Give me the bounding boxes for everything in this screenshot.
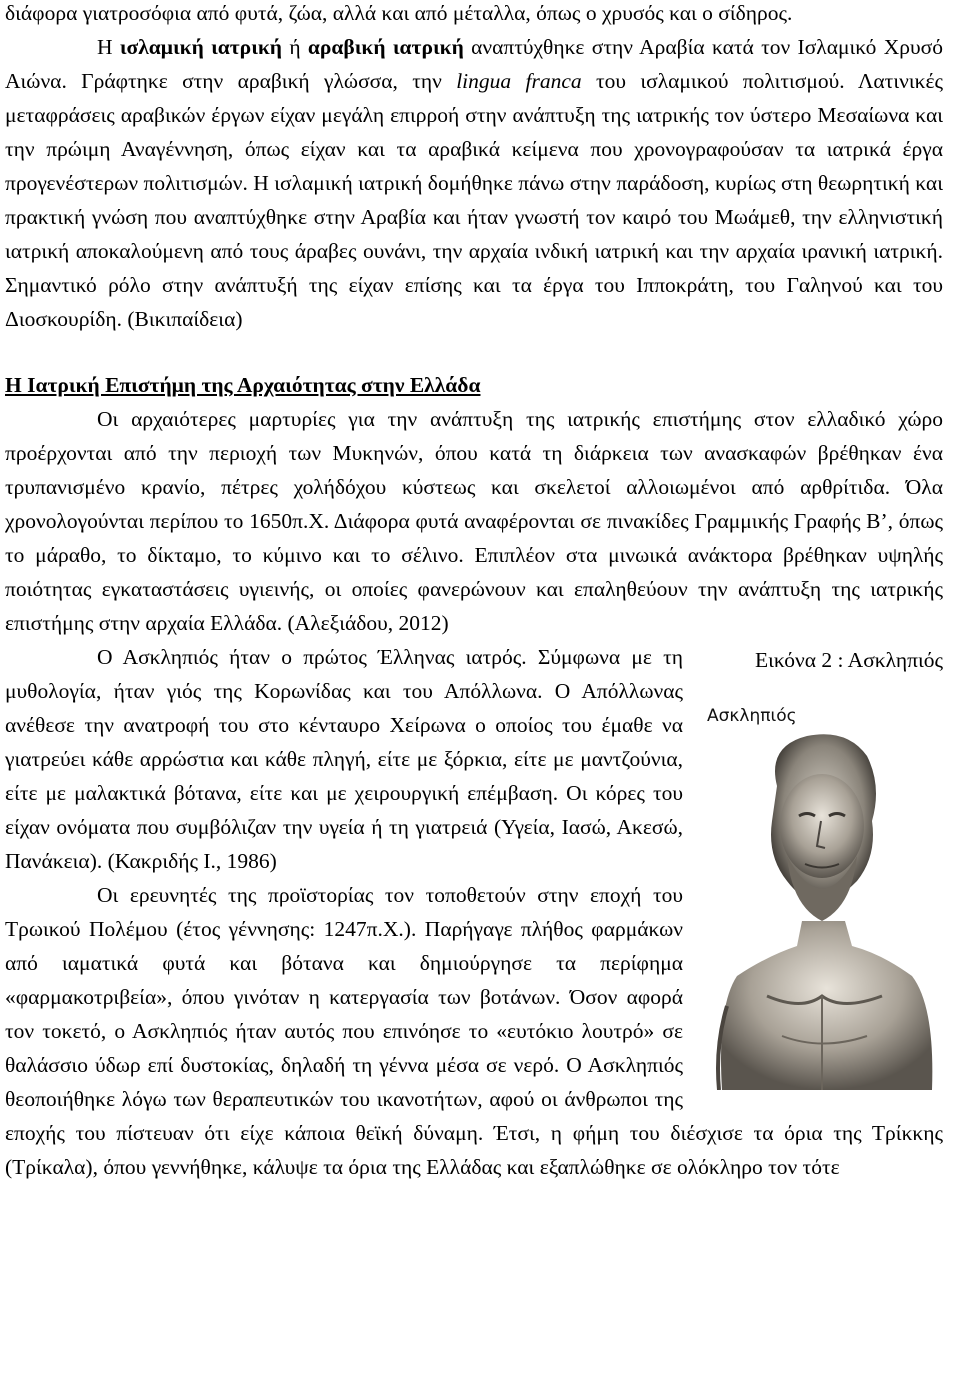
- bold-term: αραβική ιατρική: [307, 35, 464, 59]
- paragraph-asclepius-works: Οι ερευνητές της προϊστορίας τον τοποθετούν στην εποχή του Τρωικού Πολέμου (έτος γέννησης: 1247π.Χ.). Παρήγαγε πλήθος φαρμάκων από ιαματικά φυτά και βότανα και δημιούργησε τα περίφημα «φαρμακοτριβεία», όπου γινόταν η κατεργασία των βοτάνων. Όσον αφορά τον τοκετό, ο Ασκληπιός ήταν αυτός που επινόησε το «ευτόκιο λουτρό» σε θαλάσσιο ύδωρ επί δυστοκίας, δηλαδή τη γέννα μέσα σε νερό. Ο Ασκληπιός θεοποιήθηκε λόγω των θεραπευτικών του ικανοτήτων, αφού οι άνθρωποι της εποχής του πίστευαν ότι είχε κάποια θεϊκή δύναμη. Έτσι, η φήμη του διέσχισε τα όρια της Τρίκκης (Τρίκαλα), όπου γεννήθηκε, κάλυψε τα όρια της Ελλάδας και εξαπλώθηκε σε ολόκληρο τον τότε: [5, 883, 943, 1179]
- paragraph-mycenae: Οι αρχαιότερες μαρτυρίες για την ανάπτυξη της ιατρικής επιστήμης στον ελλαδικό χώρο προέρχονται από την περιοχή των Μυκηνών, όπου κατά τη διάρκεια των ανασκαφών βρέθηκαν ένα τρυπανισμένο κρανίο, πέτρες χολήδόχου κύστεως και σκελετοί αλλοιωμένοι από αρθρίτιδα. Όλα χρονολογούνται περίπου το 1650π.Χ. Διάφορα φυτά αναφέρονται σε πινακίδες Γραμμικής Γραφής Β’, όπως το μάραθο, το δίκταμο, το κύμινο και το σέλινο. Επιπλέον στα μινωικά ανάκτορα βρέθηκαν υψηλής ποιότητας εγκαταστάσεις υγιεινής, οι οποίες φανερώνουν και επαληθεύουν την ανάπτυξη της ιατρικής επιστήμης στην αρχαία Ελλάδα. (Αλεξιάδου, 2012): [5, 407, 943, 635]
- bust-illustration-icon: [707, 706, 943, 1090]
- figure-caption: Εικόνα 2 : Ασκληπιός: [754, 648, 943, 672]
- document-page: [5, 0, 943, 1184]
- section-heading: Η Ιατρική Επιστήμη της Αρχαιότητας στην Ελλάδα: [5, 373, 481, 397]
- italic-term: lingua franca: [456, 69, 582, 93]
- asclepius-bust-image: [707, 706, 943, 1090]
- spacer: [5, 336, 943, 368]
- paragraph-continued: διάφορα γιατροσόφια από φυτά, ζώα, αλλά και από μέταλλα, όπως ο χρυσός και ο σίδηρος.: [5, 1, 793, 25]
- bold-term: ισλαμική ιατρική: [119, 35, 283, 59]
- figure-image-label: Ασκληπιός: [707, 706, 797, 726]
- paragraph-asclepius-myth: Ο Ασκληπιός ήταν ο πρώτος Έλληνας ιατρός. Σύμφωνα με τη μυθολογία, ήταν γιός της Κορωνίδας και του Απόλλωνα. Ο Απόλλωνας ανέθεσε την ανατροφή του στο κένταυρο Χείρωνα ο οποίος του έμαθε να γιατρεύει κάθε αρρώστια και κάθε πληγή, είτε με ξόρκια, είτε με μαντζούνια, είτε με μαλακτικά βότανα, είτε και με χειρουργική επέμβαση. Οι κόρες του είχαν ονόματα που συμβόλιζαν την υγεία ή τη γιατρειά (Υγεία, Ιασώ, Ακεσώ, Πανάκεια). (Κακριδής Ι., 1986): [5, 645, 683, 873]
- figure-asclepius: [693, 640, 943, 1098]
- paragraph-islamic-medicine: Η ισλαμική ιατρική ή αραβική ιατρική αναπτύχθηκε στην Αραβία κατά τον Ισλαμικό Χρυσό Αιώνα. Γράφτηκε στην αραβική γλώσσα, την lingua franca του ισλαμικού πολιτισμού. Λατινικές μεταφράσεις αραβικών έργων είχαν μεγάλη επιρροή στην ανάπτυξη της ιατρικής τον ύστερο Μεσαίωνα και την πρώιμη Αναγέννηση, όπως είχαν και τα αραβικά κείμενα που χρονογραφούσαν τα ιατρικά έργα προγενέστερων πολιτισμών. Η ισλαμική ιατρική δομήθηκε πάνω στην παράδοση, κυρίως στη θεωρητική και πρακτική γνώση που αναπτύχθηκε στην Αραβία και ήταν γνωστή τον καιρό του Μωάμεθ, την ελληνιστική ιατρική αποκαλούμενη από τους άραβες ουνάνι, την αρχαία ινδική ιατρική και την αρχαία ιρανική ιατρική. Σημαντικό ρόλο στην ανάπτυξή της είχαν επίσης και τα έργα του Ιπποκράτη, του Γαληνού και του Διοσκουρίδη. (Βικιπαίδεια): [5, 35, 943, 331]
